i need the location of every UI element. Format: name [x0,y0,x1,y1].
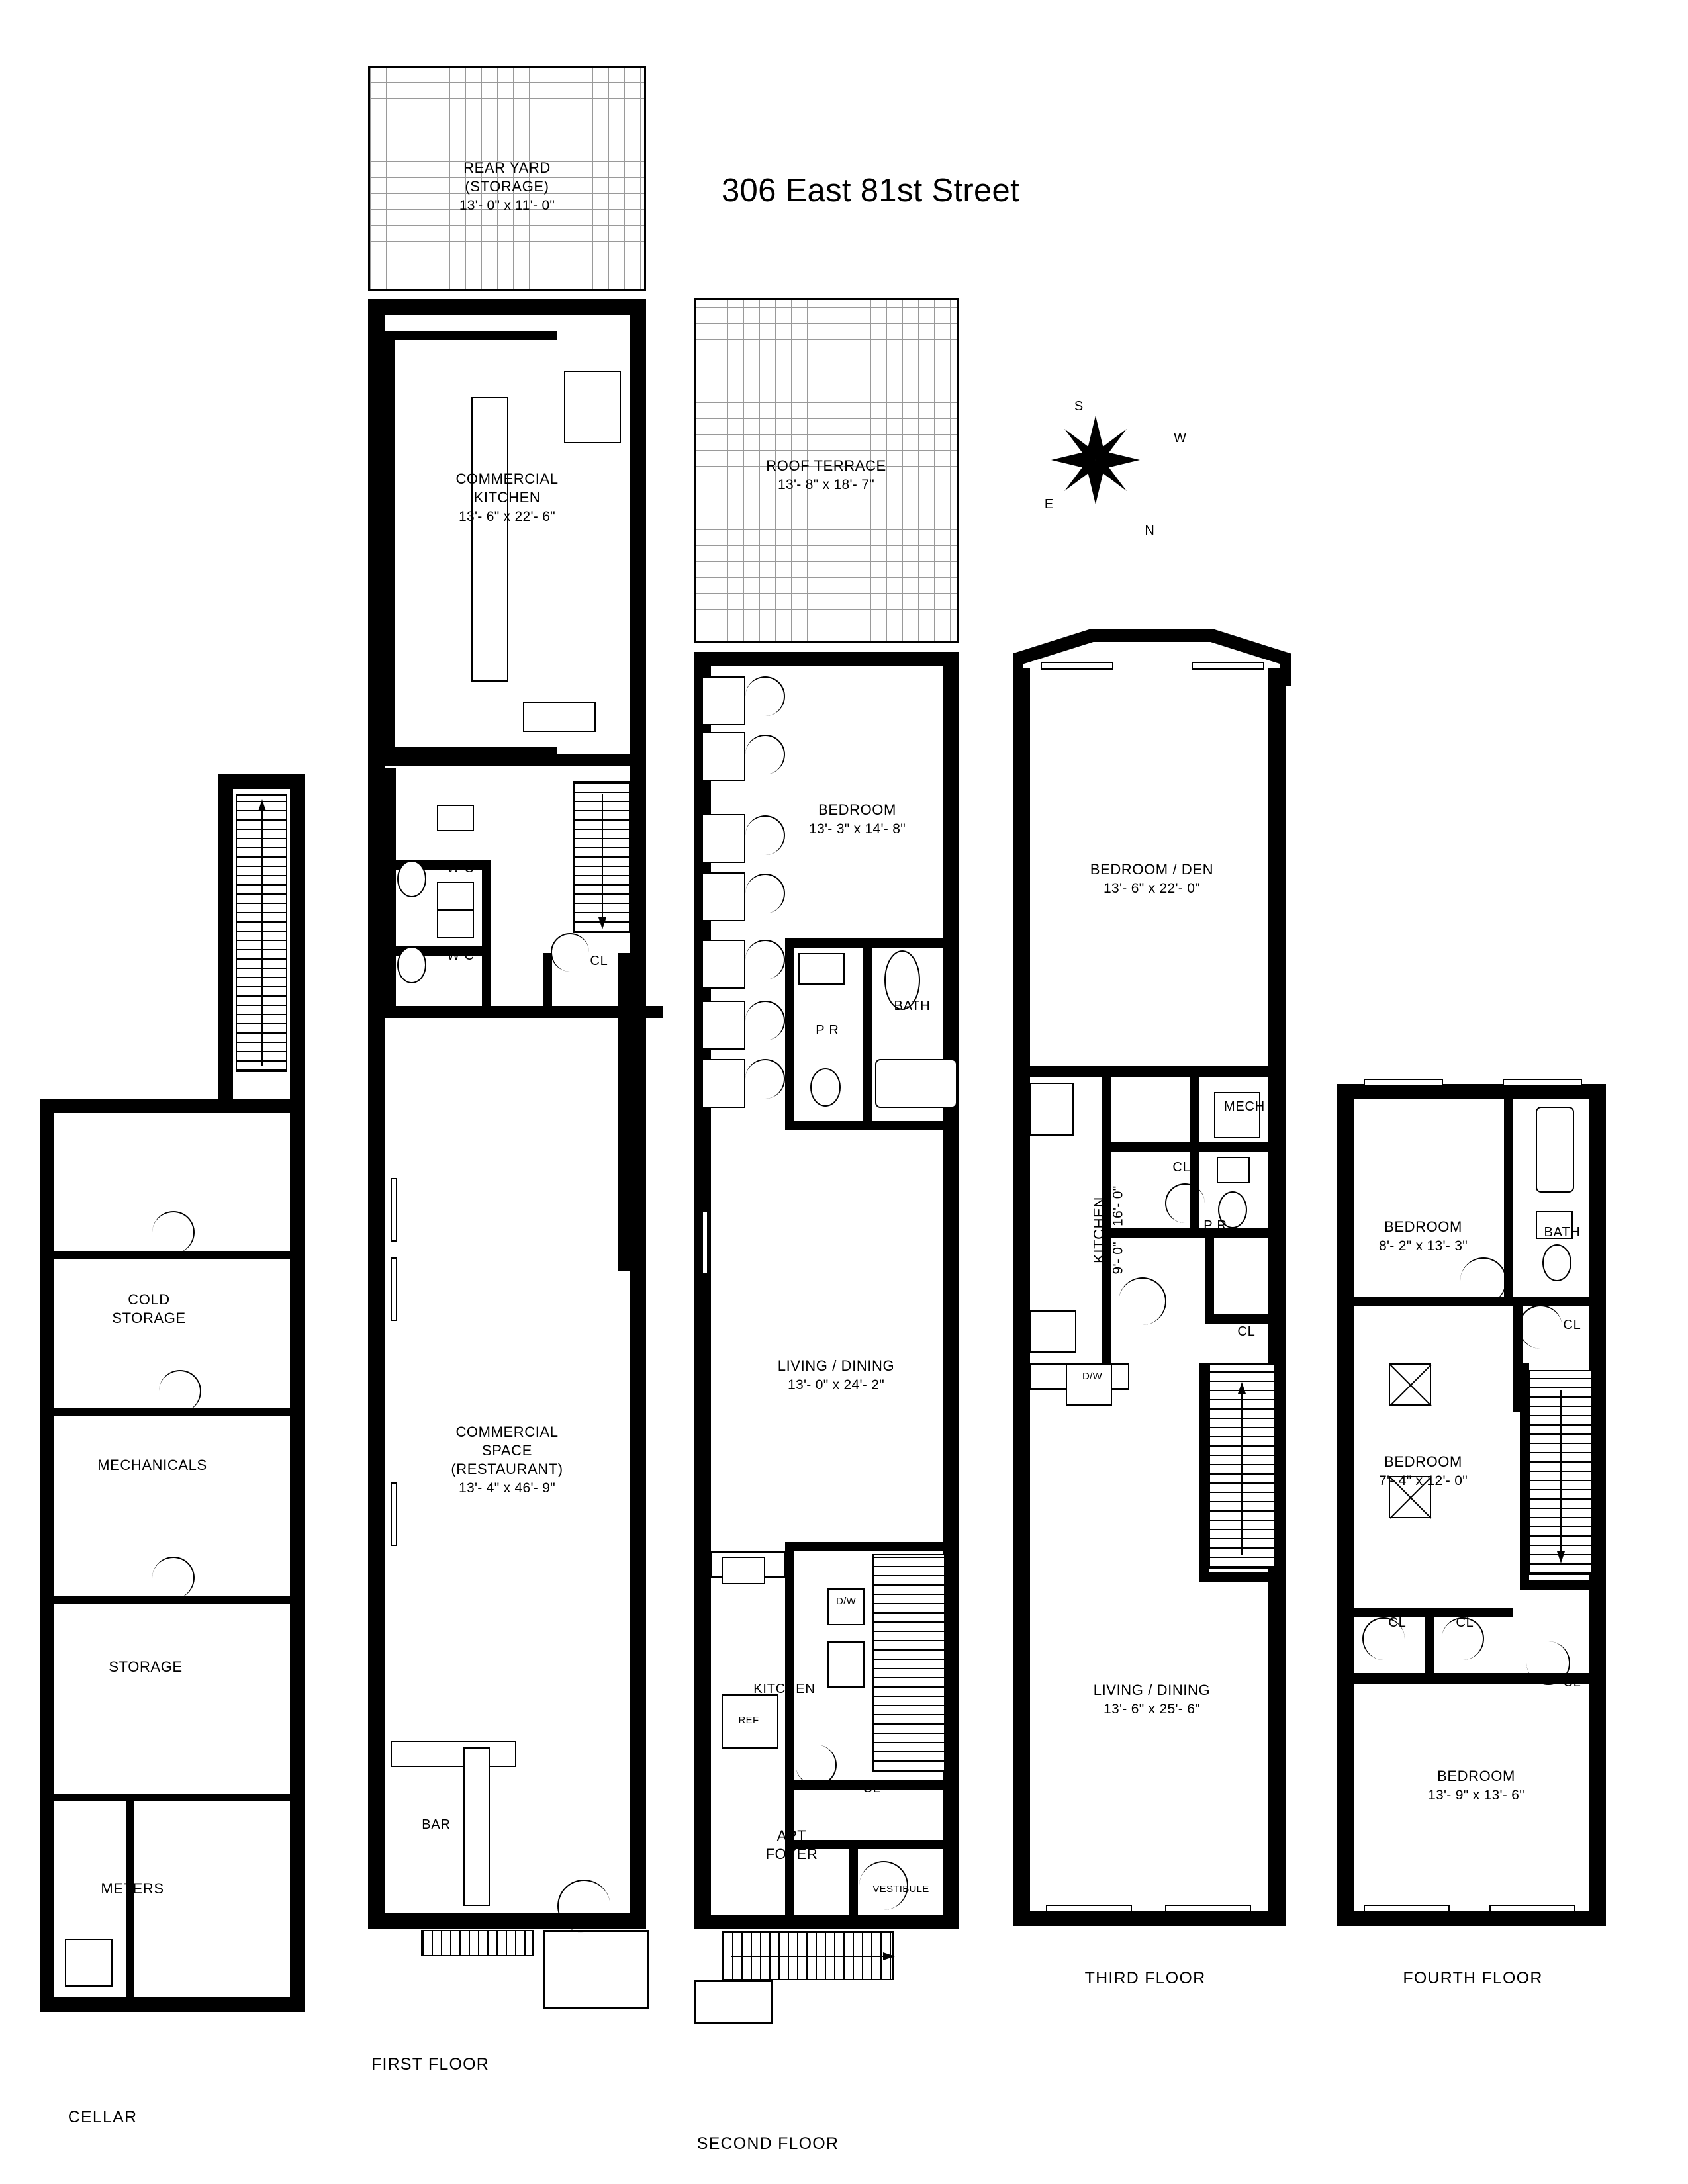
room-label-cl-fourth-4: CL [1563,1675,1581,1690]
sink-fixture [1030,1310,1076,1353]
room-label-bath-fourth: BATH [1544,1225,1581,1240]
door-swing [796,1745,837,1786]
closet [702,732,745,781]
window [1041,662,1113,670]
bathtub [875,1059,957,1108]
room-label-kitchen-third: KITCHEN 9'- 0" x 16'- 0" [1090,1185,1126,1275]
room-label-living-dining-second: LIVING / DINING 13'- 0" x 24'- 2" [777,1357,895,1393]
room-label-bedroom-fourth-1: BEDROOM 8'- 2" x 13'- 3" [1379,1218,1468,1254]
door-swing [745,1059,785,1099]
room-label-cl-fourth-3: CL [1456,1615,1474,1630]
floor-label-third: THIRD FLOOR [1084,1969,1206,1987]
door-swing [745,676,785,716]
door-swing [152,1211,195,1253]
room-label-wc-2: W C [447,948,475,963]
window [1503,1079,1582,1087]
entry-platform [543,1930,649,2009]
window [1364,1905,1450,1913]
room-label-bedroom-fourth-3: BEDROOM 13'- 9" x 13'- 6" [1428,1768,1524,1803]
room-label-meters: METERS [101,1880,164,1897]
door-swing [745,874,785,913]
door-swing [1165,1183,1205,1223]
room-label-vestibule: VESTIBULE [872,1884,929,1895]
kitchen-counter [564,371,621,443]
window [1192,662,1264,670]
stoop-landing [694,1980,773,2024]
room-label-mech-third: MECH [1223,1099,1266,1114]
room-label-mechanicals: MECHANICALS [97,1457,207,1473]
floor-label-second: SECOND FLOOR [696,2134,839,2153]
door-swing [1460,1257,1507,1304]
window [1165,1905,1251,1913]
sink-fixture [437,882,474,911]
compass-label-n: N [1145,523,1155,538]
closet [702,872,745,921]
room-label-rear-yard: REAR YARD (STORAGE) 13'- 0" x 11'- 0" [459,159,555,214]
room-label-cold-storage: COLD STORAGE [112,1291,186,1327]
window [1046,1905,1132,1913]
room-label-roof-terrace: ROOF TERRACE 13'- 8" x 18'- 7" [766,457,886,493]
closet [702,940,745,989]
sink-fixture [437,805,474,831]
room-label-bar: BAR [422,1817,451,1832]
bathtub [1536,1107,1574,1193]
closet [702,676,745,725]
sink-fixture [722,1557,765,1584]
compass-label-w: W [1174,431,1187,445]
entry-stair [421,1930,534,1956]
room-label-commercial-kitchen: COMMERCIAL KITCHEN 13'- 6" x 22'- 6" [455,471,559,525]
window [391,1257,397,1321]
door-swing [159,1370,201,1412]
room-label-pr-second: P R [816,1023,839,1038]
meter-box [65,1939,113,1987]
floor-label-first: FIRST FLOOR [371,2055,490,2073]
room-label-wc-1: W C [447,861,475,876]
cooktop [1030,1083,1074,1136]
closet [702,1001,745,1050]
bar-counter [391,1741,516,1767]
room-label-bedroom-den: BEDROOM / DEN 13'- 6" x 22'- 0" [1090,861,1214,897]
room-label-cl-third-1: CL [1172,1160,1191,1175]
door-swing [152,1557,195,1599]
room-label-commercial-space: COMMERCIAL SPACE (RESTAURANT) 13'- 4" x 46'- 9" [451,1424,563,1496]
window [702,1211,708,1275]
door-swing [745,940,785,979]
room-label-apt-foyer: APT FOYER [765,1827,818,1863]
closet [702,814,745,863]
room-label-living-dining-third: LIVING / DINING 13'- 6" x 25'- 6" [1093,1682,1211,1717]
room-label-storage: STORAGE [109,1659,183,1675]
label-ref-second: REF [738,1715,759,1726]
floor-label-cellar: CELLAR [68,2108,138,2126]
kitchen-counter [523,702,596,732]
compass-label-e: E [1044,497,1055,512]
room-label-bedroom-fourth-2: BEDROOM 7'- 4" x 12'- 0" [1379,1453,1468,1489]
window [1364,1079,1443,1087]
toilet-fixture [810,1068,841,1107]
compass-label-s: S [1074,399,1084,414]
second-floor-stair [872,1554,945,1772]
room-label-bath-second: BATH [894,999,931,1013]
label-dw-third: D/W [1082,1371,1103,1382]
door-swing [745,1001,785,1040]
floor-label-fourth: FOURTH FLOOR [1403,1969,1543,1987]
room-label-bedroom-second: BEDROOM 13'- 3" x 14'- 8" [809,801,906,837]
room-label-cl-fourth-1: CL [1563,1318,1581,1332]
room-label-cl-second: CL [863,1781,881,1796]
window [1489,1905,1575,1913]
sink-fixture [437,909,474,938]
label-dw-second: D/W [835,1596,857,1607]
page-title: 306 East 81st Street [722,173,1019,208]
room-label-pr-third: P R [1203,1218,1227,1233]
room-label-cl-third-2: CL [1237,1324,1256,1339]
room-label-kitchen-second: KITCHEN [753,1682,816,1696]
toilet-fixture [1542,1244,1571,1281]
door-swing [745,735,785,774]
sink-fixture [1217,1157,1250,1183]
kitchen-counter [471,397,508,682]
window [391,1178,397,1242]
door-swing [557,1880,610,1933]
room-label-cl-fourth-2: CL [1388,1615,1407,1630]
sink-fixture [798,953,845,985]
room-label-cl-first: CL [590,954,608,968]
closet [702,1059,745,1108]
